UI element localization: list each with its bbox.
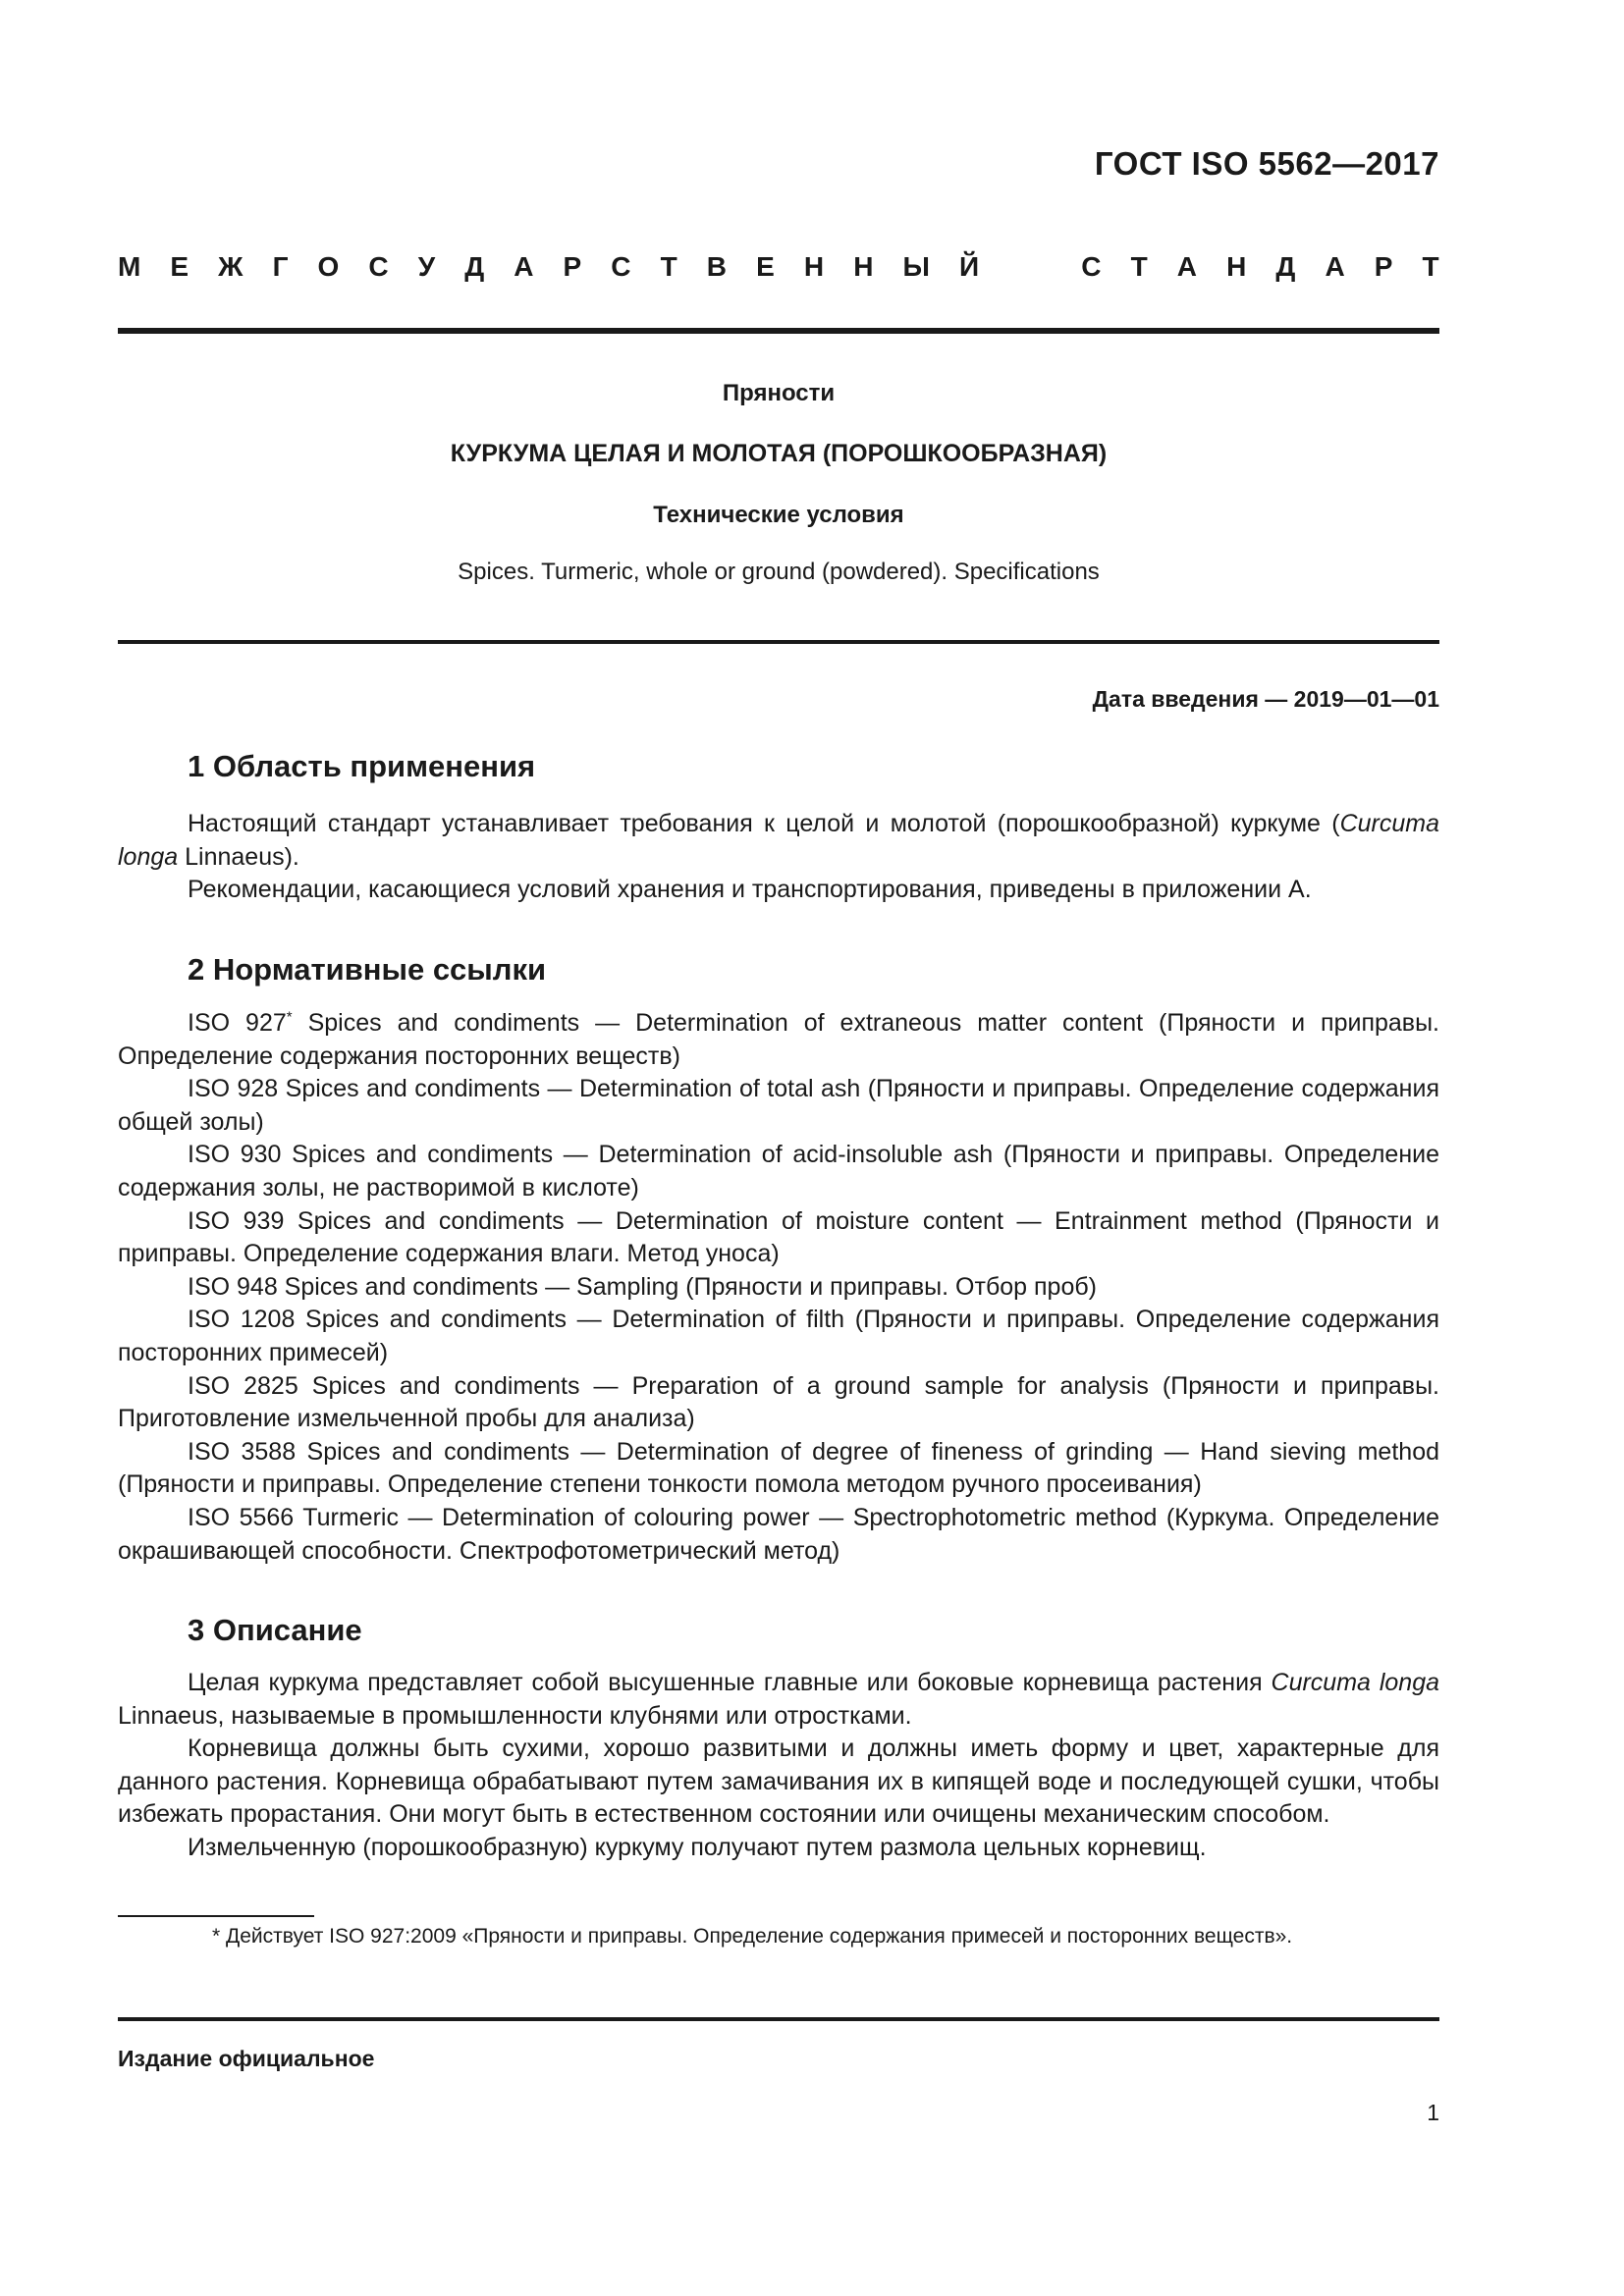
reference-item: ISO 1208 Spices and condiments — Determination of filth (Пряности и приправы. Определение содержания посторонних примесей) xyxy=(118,1306,1439,1366)
section-3-heading: 3 Описание xyxy=(188,1613,362,1647)
banner-letter: С xyxy=(368,251,389,282)
official-edition-label: Издание официальное xyxy=(118,2046,375,2071)
banner-letter: Т xyxy=(1422,251,1439,282)
title-subtitle: Технические условия xyxy=(653,502,904,528)
reference-item: ISO 5566 Turmeric — Determination of colouring power — Spectrophotometric method (Куркума. Определение окрашивающей способности. Спектрофотометрический метод) xyxy=(118,1503,1439,1565)
banner-letter: Ы xyxy=(902,251,930,282)
banner-letter: Н xyxy=(803,251,825,282)
banner-letter: Т xyxy=(1130,251,1148,282)
section-3-paragraph-3: Измельченную (порошкообразную) куркуму получают путем размола цельных корневищ. xyxy=(188,1833,1207,1861)
banner-letter: С xyxy=(1081,251,1102,282)
banner-letter: Т xyxy=(660,251,677,282)
reference-code: ISO 927 xyxy=(188,1009,287,1037)
banner-letter: Е xyxy=(756,251,775,282)
introduction-date: Дата введения — 2019—01—01 xyxy=(1092,686,1439,712)
reference-item xyxy=(118,1007,1439,1073)
footnote-text: * Действует ISO 927:2009 «Пряности и приправы. Определение содержания примесей и посторонних веществ». xyxy=(212,1925,1293,1948)
banner-letter: А xyxy=(1325,251,1345,282)
section-3-paragraph-2: Корневища должны быть сухими, хорошо развитыми и должны иметь форму и цвет, характерные для данного растения. Корневища обрабатывают путем замачивания их в кипящей воде и последующей сушки, чтобы избежать прорастания. Они могут быть в естественном состоянии или очищены механическим способом. xyxy=(118,1735,1439,1829)
reference-item: ISO 2825 Spices and condiments — Preparation of a ground sample for analysis (Пряности и приправы. Приготовление измельченной пробы для анализа) xyxy=(118,1371,1439,1433)
section-1-heading: 1 Область применения xyxy=(188,749,536,783)
text-run: Spices and condiments — Determination of extraneous matter content (Пряности и приправы. Определение содержания посторонних веществ) xyxy=(118,1009,1439,1070)
banner-letter: Н xyxy=(853,251,874,282)
banner-letter: У xyxy=(417,251,436,282)
footnote-separator xyxy=(118,1915,314,1917)
title-english: Spices. Turmeric, whole or ground (powdered). Specifications xyxy=(458,559,1100,585)
banner-letter: О xyxy=(317,251,340,282)
section-1-paragraph-2: Рекомендации, касающиеся условий хранения и транспортирования, приведены в приложении А. xyxy=(188,876,1312,903)
banner-letter: А xyxy=(514,251,534,282)
reference-item: ISO 948 Spices and condiments — Sampling (Пряности и приправы. Отбор проб) xyxy=(188,1272,1098,1301)
normative-references-list xyxy=(118,1007,1439,1568)
reference-item: ISO 939 Spices and condiments — Determination of moisture content — Entrainment method (Пряности и приправы. Определение содержания влаги. Метод уноса) xyxy=(118,1206,1439,1268)
text-run: Linnaeus, называемые в промышленности клубнями или отростками. xyxy=(118,1701,912,1730)
section-3-paragraph-1 xyxy=(118,1667,1439,1733)
banner-letter: М xyxy=(118,251,141,282)
banner-letter: Й xyxy=(959,251,980,282)
banner-letter: Ж xyxy=(218,251,244,282)
reference-item: ISO 930 Spices and condiments — Determination of acid-insoluble ash (Пряности и приправы. Определение содержания золы, не растворимой в кислоте) xyxy=(118,1141,1439,1201)
description-section xyxy=(118,1667,1439,1865)
section-1-paragraph-1 xyxy=(118,808,1439,874)
banner-word-gap xyxy=(1008,251,1052,283)
banner-letter: Н xyxy=(1226,251,1247,282)
reference-item: ISO 3588 Spices and condiments — Determination of degree of fineness of grinding — Hand sieving method (Пряности и приправы. Определение степени тонкости помола методом ручного просеивания) xyxy=(118,1437,1439,1499)
interstate-standard-banner xyxy=(118,251,1439,283)
section-2-heading: 2 Нормативные ссылки xyxy=(188,952,547,987)
title-divider xyxy=(118,640,1439,644)
banner-letter: С xyxy=(611,251,631,282)
banner-letter: Р xyxy=(563,251,582,282)
banner-letter: Р xyxy=(1374,251,1393,282)
standard-number: ГОСТ ISO 5562—2017 xyxy=(1094,145,1439,182)
banner-letter: Е xyxy=(170,251,189,282)
header-divider xyxy=(118,328,1439,334)
text-run: Настоящий стандарт устанавливает требования к целой и молотой (порошкообразной) куркуме ( xyxy=(188,810,1340,837)
text-run: Целая куркума представляет собой высушенные главные или боковые корневища растения xyxy=(188,1669,1272,1696)
text-run: Linnaeus). xyxy=(178,842,299,871)
footer-divider xyxy=(118,2017,1439,2021)
species-name: Curcuma longa xyxy=(118,810,1439,871)
page-number: 1 xyxy=(1427,2100,1439,2125)
banner-letter: А xyxy=(1176,251,1198,282)
banner-letter: Д xyxy=(464,251,485,282)
title-category: Пряности xyxy=(722,380,836,406)
banner-letter: Д xyxy=(1275,251,1296,282)
banner-letter: Г xyxy=(272,251,289,282)
title-product: КУРКУМА ЦЕЛАЯ И МОЛОТАЯ (ПОРОШКООБРАЗНАЯ) xyxy=(450,440,1108,467)
banner-letter: В xyxy=(706,251,728,282)
species-name: Curcuma longa xyxy=(1271,1669,1439,1696)
footnote-marker: * xyxy=(286,1008,293,1026)
reference-item: ISO 928 Spices and condiments — Determination of total ash (Пряности и приправы. Определение содержания общей золы) xyxy=(118,1075,1439,1136)
